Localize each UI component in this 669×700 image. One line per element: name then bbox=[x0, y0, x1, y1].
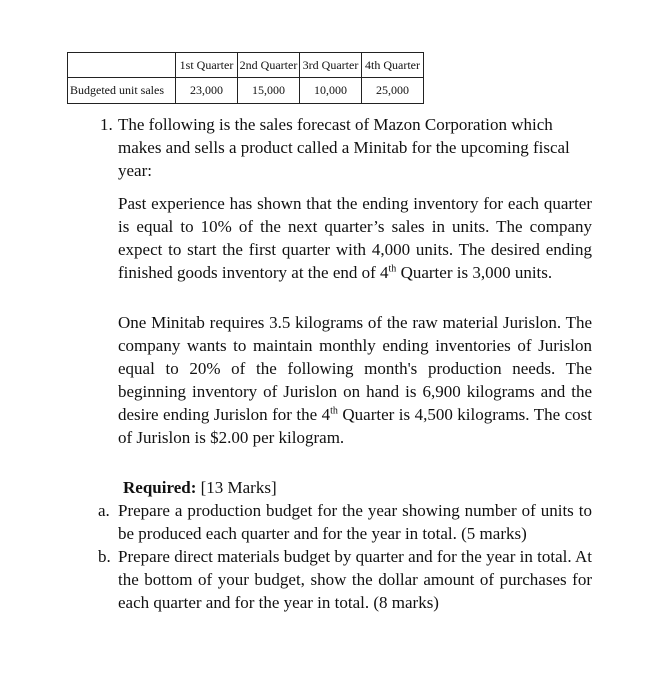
table-header-cell: 3rd Quarter bbox=[300, 53, 362, 78]
table-cell: 25,000 bbox=[362, 78, 424, 104]
table-header-cell: 4th Quarter bbox=[362, 53, 424, 78]
question-intro: The following is the sales forecast of Mazon Corporation which makes and sells a product called a Minitab for the upcoming fiscal year: bbox=[118, 115, 570, 180]
part-letter: b. bbox=[98, 547, 111, 566]
inventory-paragraph bbox=[118, 192, 592, 284]
superscript: th bbox=[388, 263, 397, 275]
question-body bbox=[100, 113, 592, 614]
table-cell: 10,000 bbox=[300, 78, 362, 104]
part-text: Prepare direct materials budget by quarter and for the year in total. At the bottom of your budget, show the dollar amount of purchases for each quarter and for the year in total. (8 marks) bbox=[118, 547, 592, 612]
table-header-cell: 1st Quarter bbox=[176, 53, 238, 78]
required-label: Required: bbox=[123, 478, 197, 497]
part-item bbox=[98, 499, 592, 545]
part-text: Prepare a production budget for the year showing number of units to be produced each quarter and for the year in total. (5 marks) bbox=[118, 501, 592, 543]
paragraph-text: Quarter is 4,500 kilograms. The cost of Jurislon is $2.00 per kilogram. bbox=[118, 405, 592, 447]
paragraph-text: Past experience has shown that the ending inventory for each quarter is equal to 10% of the next quarter’s sales in units. The company expect to start the first quarter with 4,000 units. The desired ending finished goods inventory at the end of 4 bbox=[118, 194, 592, 282]
material-paragraph bbox=[118, 311, 592, 449]
required-marks: [13 Marks] bbox=[196, 478, 277, 497]
superscript: th bbox=[330, 405, 338, 417]
sales-forecast-table bbox=[67, 52, 424, 104]
table-row bbox=[68, 78, 424, 104]
required-heading bbox=[123, 476, 592, 499]
paragraph-text: One Minitab requires 3.5 kilograms of the raw material Jurislon. The company wants to maintain monthly ending inventories of Jurislon equal to 20% of the following month's production needs. The beginning inventory of Jurislon on hand is 6,900 kilograms and the desire ending Jurislon for the 4 bbox=[118, 313, 592, 424]
paragraph-text: Quarter is 3,000 units. bbox=[396, 263, 553, 282]
part-letter: a. bbox=[98, 501, 110, 520]
question-item bbox=[100, 113, 592, 182]
table-row-label: Budgeted unit sales bbox=[68, 78, 176, 104]
table-header-row bbox=[68, 53, 424, 78]
table-cell: 23,000 bbox=[176, 78, 238, 104]
table-header-cell: 2nd Quarter bbox=[238, 53, 300, 78]
table-cell: 15,000 bbox=[238, 78, 300, 104]
question-number: 1. bbox=[100, 115, 113, 134]
part-item bbox=[98, 545, 592, 614]
table-header-cell bbox=[68, 53, 176, 78]
